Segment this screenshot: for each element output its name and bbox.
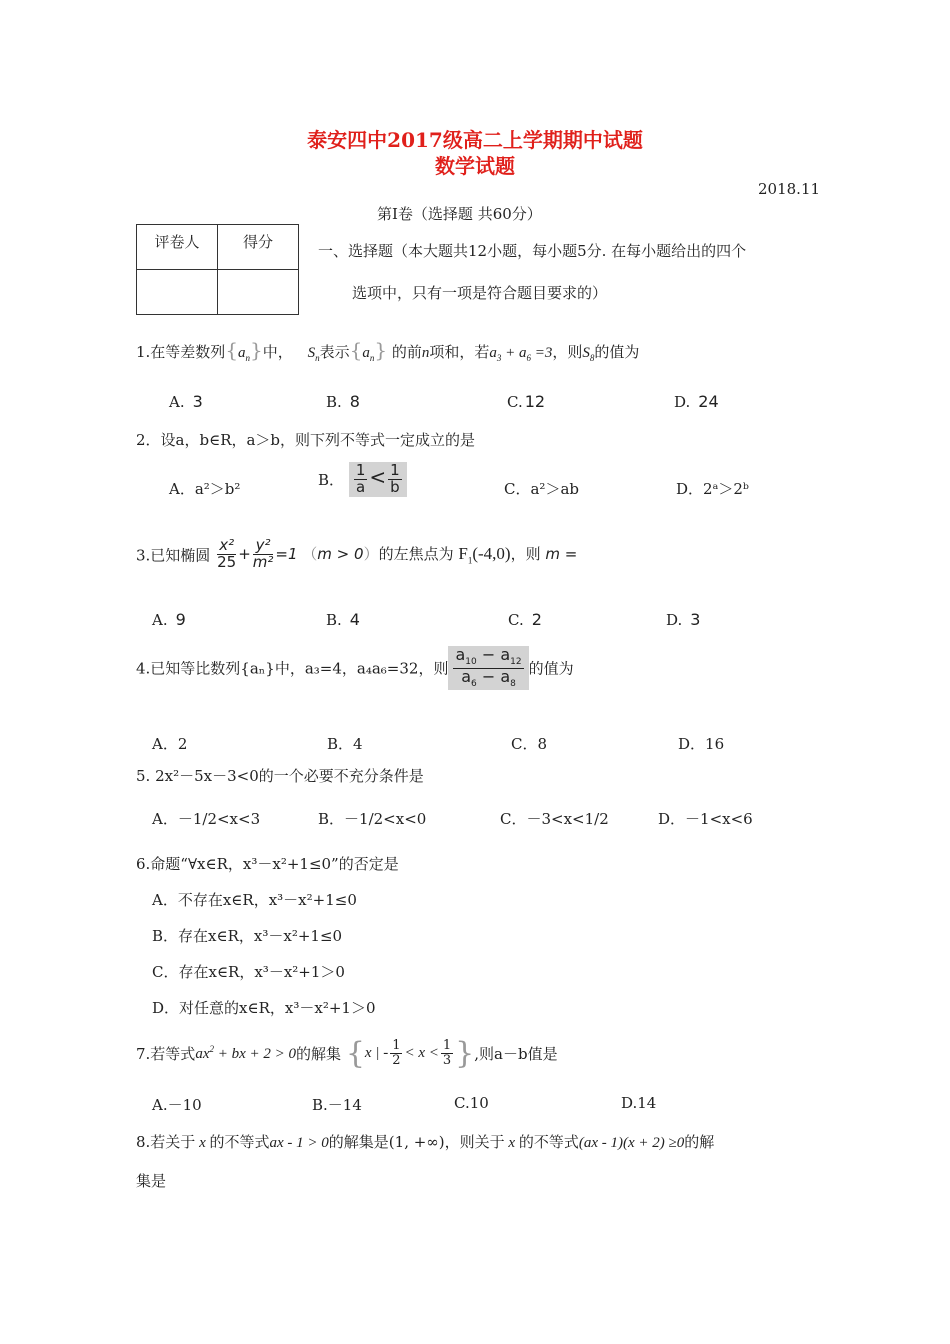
q3-option-c[interactable]: C. 2 [508,610,542,629]
q2-option-b[interactable]: B． $\frac{1}{a}$ < $\frac{1}{b}$ [318,462,407,497]
question-8-continued: 集是 [136,1172,167,1190]
q5-option-c[interactable]: C．－3<x<1/2 [500,810,609,828]
q5-option-a[interactable]: A．－1/2<x<3 [152,810,261,828]
exam-title: 泰安四中2017级高二上学期期中试题 [307,128,643,152]
q2-option-c[interactable]: C．a²＞ab [504,480,579,498]
q1-option-b[interactable]: B. 8 [326,392,360,411]
section-heading: 第Ⅰ卷（选择题 共60分） [377,205,542,223]
question-7: 7.若等式$ax^2$ + bx + 2 > 0的解集 {x | - $\frac{1}{2}$ < x < $\frac{1}{3}$ },则a－b值是 [136,1036,558,1071]
q7-option-c[interactable]: C.10 [454,1094,489,1112]
q6-option-c[interactable]: C．存在x∈R，x³－x²+1＞0 [152,963,345,981]
q5-option-b[interactable]: B．－1/2<x<0 [318,810,427,828]
score-cell [218,270,299,315]
q6-option-d[interactable]: D．对任意的x∈R，x³－x²+1＞0 [152,999,376,1017]
exam-subtitle: 数学试题 [435,154,515,178]
question-6: 6.命题“∀x∈R，x³－x²+1≤0”的否定是 [136,855,399,873]
q3-option-a[interactable]: A. 9 [152,610,186,629]
question-2: 2．设a，b∈R，a＞b，则下列不等式一定成立的是 [136,431,476,449]
q4-option-b[interactable]: B．4 [327,735,363,753]
q6-option-a[interactable]: A．不存在x∈R，x³－x²+1≤0 [152,891,357,909]
q7-option-b[interactable]: B.－14 [312,1096,362,1114]
q6-option-b[interactable]: B．存在x∈R，x³－x²+1≤0 [152,927,343,945]
grade-table [136,224,299,315]
q2-option-a[interactable]: A．a²＞b² [169,480,241,498]
q4-option-d[interactable]: D．16 [678,735,725,753]
q3-option-d[interactable]: D. 3 [666,610,701,629]
score-header: 得分 [218,225,299,270]
question-8: 8.若关于 x 的不等式ax - 1 > 0的解集是(1, +∞)，则关于 x 的不等式(ax - 1)(x + 2) ≥0的解 [136,1133,715,1151]
q1-option-d[interactable]: D. 24 [674,392,719,411]
q7-option-a[interactable]: A.－10 [152,1096,202,1114]
q1-option-a[interactable]: A. 3 [169,392,203,411]
q2-fraction-image: $\frac{1}{a}$ < $\frac{1}{b}$ [349,462,407,497]
q2-option-d[interactable]: D．2ᵃ＞2ᵇ [676,480,749,498]
q4-fraction-image: $\frac{a_{10} - a_{12}}{a_6 - a_8}$ [448,646,528,690]
question-1: 1.在等差数列$\{a_n\}$中， $S_n$表示$\{a_n\}$ 的前n项和，若$a_3 + a_6 =3$，则$S_8$的值为 [136,338,640,363]
instructions-line1: 一、选择题（本大题共12小题，每小题5分. 在每小题给出的四个 [318,242,747,260]
question-4: 4.已知等比数列{aₙ}中，a₃=4，a₄a₆=32，则 $\frac{a_{10} - a_{12}}{a_6 - a_8}$ 的值为 [136,645,574,689]
q5-option-d[interactable]: D．－1<x<6 [658,810,753,828]
instructions-line2: 选项中，只有一项是符合题目要求的） [352,284,608,302]
q4-option-a[interactable]: A．2 [152,735,188,753]
q1-option-c[interactable]: C. 12 [507,392,546,411]
q4-option-c[interactable]: C．8 [511,735,548,753]
reviewer-cell [137,270,218,315]
exam-date: 2018.11 [758,180,821,198]
question-3: 3.已知椭圆 $\frac{\text{x²}}{25}$ + $\frac{\text{y²}}{\text{m²}}$ =1 （m > 0）的左焦点为 $F_1(-4,0)$，则 m = [136,536,578,571]
q7-option-d[interactable]: D.14 [621,1094,657,1112]
reviewer-header: 评卷人 [137,225,218,270]
question-5: 5. 2x²－5x－3<0的一个必要不充分条件是 [136,767,424,785]
q3-option-b[interactable]: B. 4 [326,610,360,629]
